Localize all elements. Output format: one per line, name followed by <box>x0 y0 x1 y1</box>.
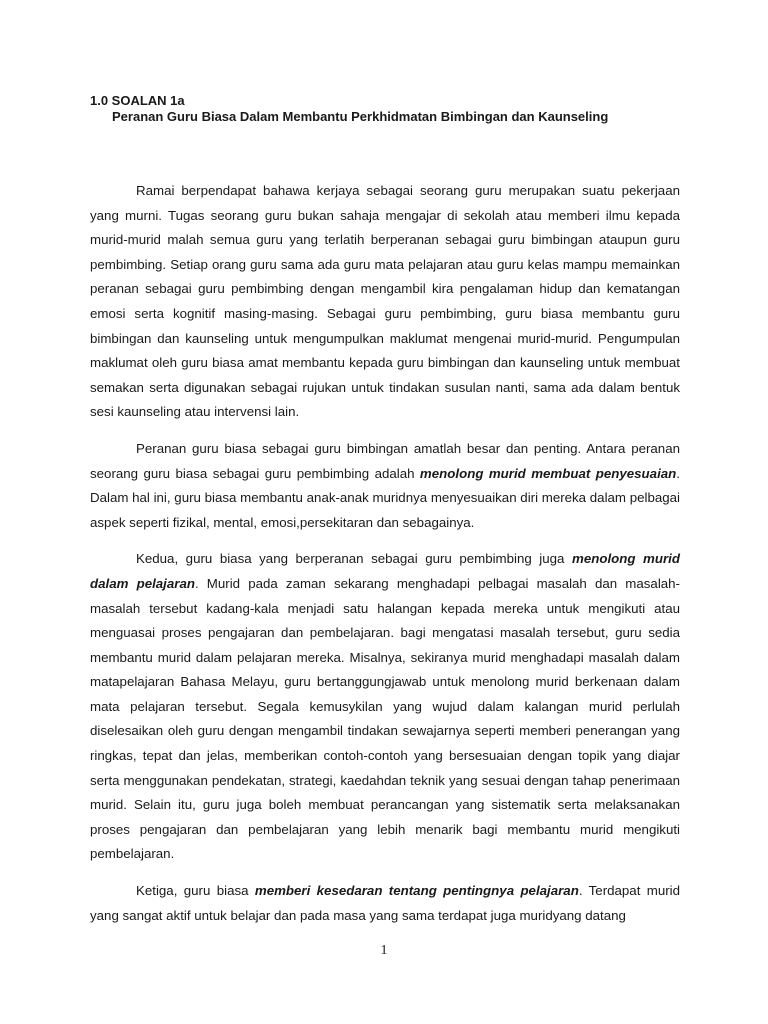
paragraph-third-role <box>90 879 680 928</box>
paragraph-third-role-emphasis: memberi kesedaran tentang pentingnya pelajaran <box>254 883 579 899</box>
paragraph-second-role-after: . Murid pada zaman sekarang menghadapi pelbagai masalah dan masalah-masalah tersebut kadang-kala menjadi satu halangan kepada mereka untuk mengikuti atau menguasai proses pengajaran dan pembelajaran. bagi mengatasi masalah tersebut, guru sedia membantu murid dalam pelajaran mereka. Misalnya, sekiranya murid menghadapi masalah dalam matapelajaran Bahasa Melayu, guru bertanggungjawab untuk menolong murid berkenaan dalam mata pelajaran tersebut. Segala kemusykilan yang wujud dalam kalangan murid perlulah diselesaikan oleh guru dengan mengambil tindakan sewajarnya seperti memberi penerangan yang ringkas, tepat dan jelas, memberikan contoh-contoh yang bersesuaian dengan topik yang diajar serta menggunakan pendekatan, strategi, kaedahdan teknik yang sesuai dengan tahap penerimaan murid. Selain itu, guru juga boleh membuat perancangan yang sistematik serta melaksanakan proses pengajaran dan pembelajaran yang lebih menarik bagi membantu murid mengikuti pembelajaran. <box>90 575 680 862</box>
section-number: 1.0 SOALAN 1a <box>90 93 185 108</box>
paragraph-first-role <box>90 437 680 535</box>
paragraph-first-role-emphasis: menolong murid membuat penyesuaian <box>419 465 677 481</box>
section-title: Peranan Guru Biasa Dalam Membantu Perkhidmatan Bimbingan dan Kaunseling <box>112 109 609 124</box>
paragraph-first-role-before: Peranan guru biasa sebagai guru bimbingan amatlah besar dan penting. Antara peranan seorang guru biasa sebagai guru pembimbing adalah <box>90 440 680 481</box>
paragraph-second-role-emphasis: menolong murid dalam pelajaran <box>90 551 680 591</box>
paragraph-intro-text: Ramai berpendapat bahawa kerjaya sebagai seorang guru merupakan suatu pekerjaan yang murni. Tugas seorang guru bukan sahaja mengajar di sekolah atau memberi ilmu kepada murid-murid malah semua guru yang terlatih berperanan sebagai guru bimbingan ataupun guru pembimbing. Setiap orang guru sama ada guru mata pelajaran atau guru kelas mampu memainkan peranan sebagai guru pembimbing dengan mengambil kira pengalaman hidup dan kematangan emosi serta kognitif masing-masing. Sebagai guru pembimbing, guru biasa membantu guru bimbingan dan kaunseling untuk mengumpulkan maklumat mengenai murid-murid. Pengumpulan maklumat oleh guru biasa amat membantu kepada guru bimbingan dan kaunseling untuk membuat semakan serta digunakan sebagai rujukan untuk tindakan susulan nanti, sama ada dalam bentuk sesi kaunseling atau intervensi lain. <box>90 183 680 420</box>
paragraph-third-role-before: Ketiga, guru biasa <box>136 883 255 899</box>
paragraph-first-role-after: . Dalam hal ini, guru biasa membantu anak-anak muridnya menyesuaikan diri mereka dalam pelbagai aspek seperti fizikal, mental, emosi,persekitaran dan sebagainya. <box>90 465 680 530</box>
heading-block <box>90 93 690 125</box>
body-text <box>90 179 680 940</box>
page-number: 1 <box>380 943 388 958</box>
paragraph-third-role-after: . Terdapat murid yang sangat aktif untuk belajar dan pada masa yang sama terdapat juga muridyang datang <box>90 883 681 923</box>
paragraph-second-role-before: Kedua, guru biasa yang berperanan sebagai guru pembimbing juga <box>136 551 572 567</box>
paragraph-second-role <box>90 547 680 867</box>
paragraph-intro <box>90 179 680 425</box>
